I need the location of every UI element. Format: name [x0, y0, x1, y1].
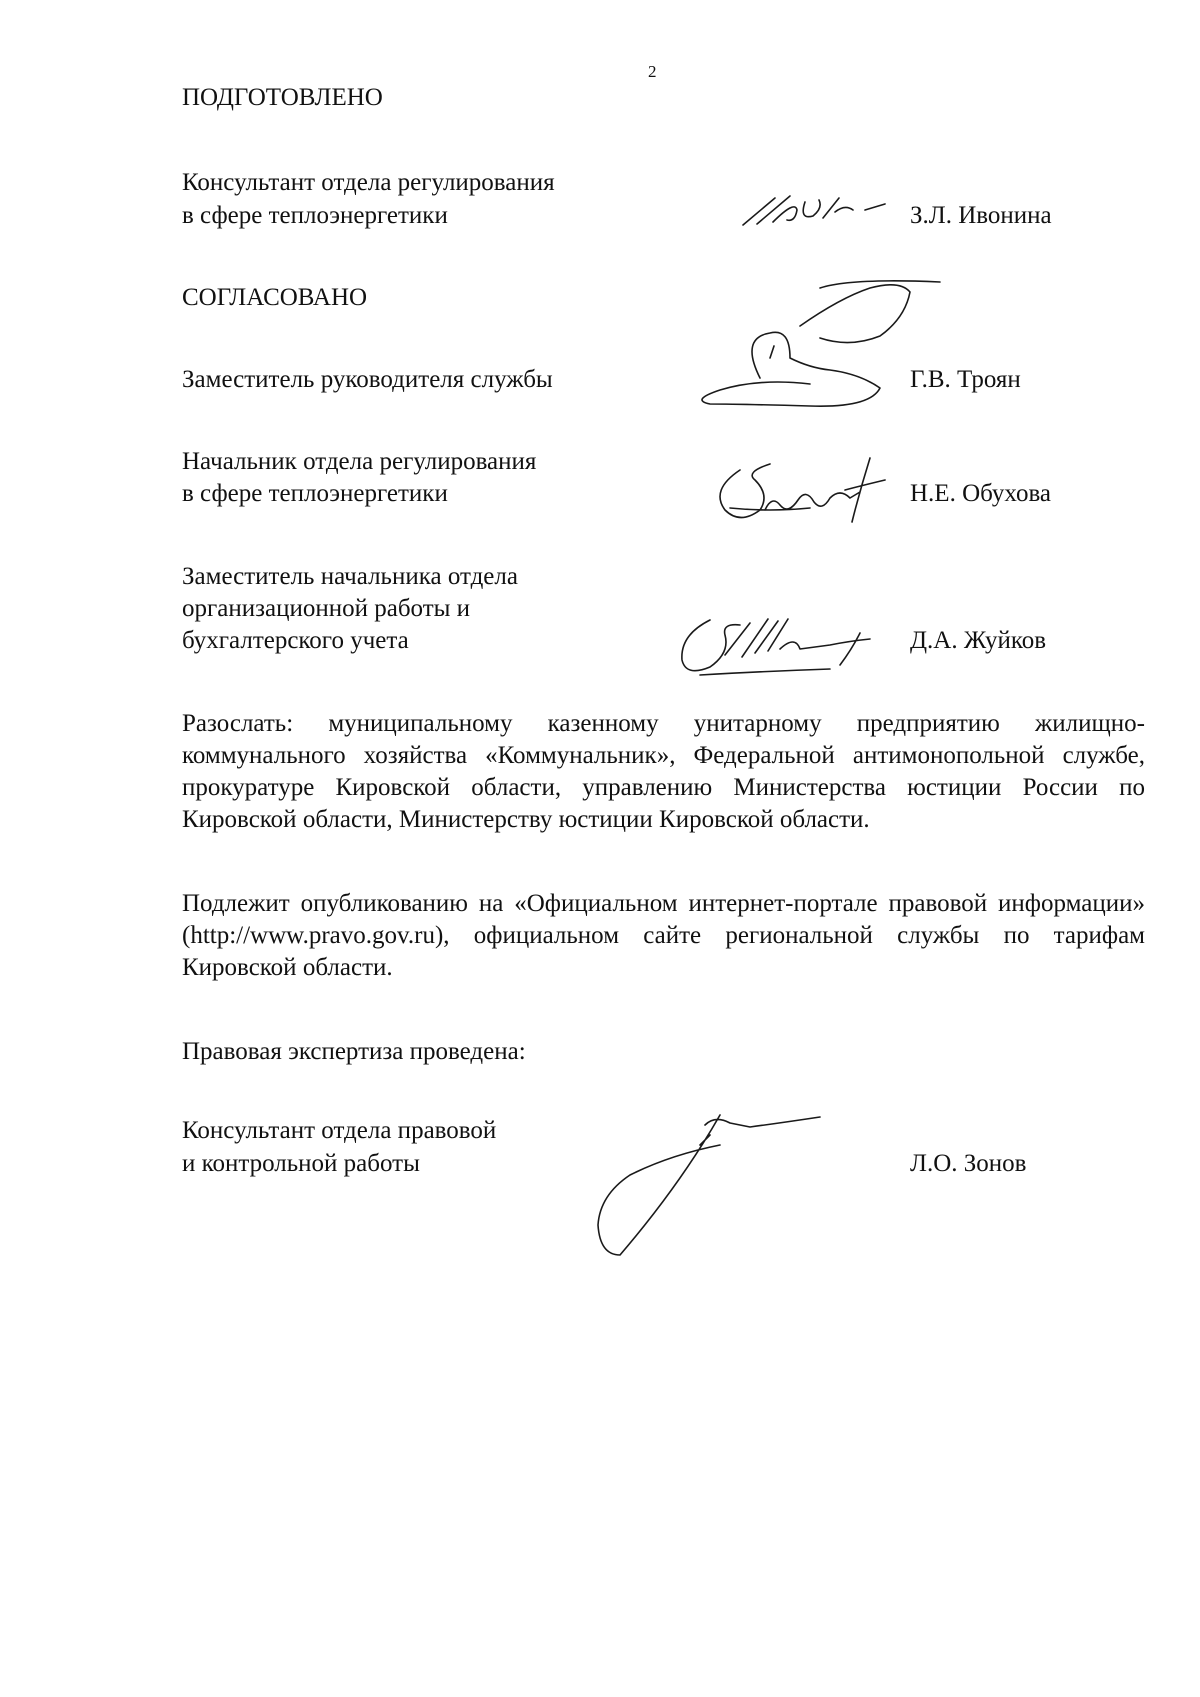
- distribution-paragraph: Разослать: муниципальному казенному унитарному предприятию жилищно-коммунального хозяйства «Коммунальник», Федеральной антимонопольной службе, прокуратуре Кировской области, управлению Министерства юстиции России по Кировской области, Министерству юстиции Кировской области.: [182, 710, 1145, 833]
- legal-review-position-line-2: и контрольной работы: [182, 1150, 420, 1177]
- agreed-2-name: Н.Е. Обухова: [910, 480, 1052, 507]
- agreed-heading: СОГЛАСОВАНО: [182, 284, 368, 311]
- prepared-heading: ПОДГОТОВЛЕНО: [182, 84, 383, 111]
- legal-review-position-line-1: Консультант отдела правовой: [182, 1117, 497, 1144]
- agreed-2-position-line-1: Начальник отдела регулирования: [182, 448, 537, 475]
- agreed-2-position-line-2: в сфере теплоэнергетики: [182, 480, 448, 507]
- legal-review-name: Л.О. Зонов: [910, 1150, 1027, 1177]
- prepared-position-line-2: в сфере теплоэнергетики: [182, 202, 448, 229]
- agreed-3-position-line-3: бухгалтерского учета: [182, 627, 409, 654]
- agreed-3-position-line-1: Заместитель начальника отдела: [182, 563, 518, 590]
- legal-review-heading: Правовая экспертиза проведена:: [182, 1038, 526, 1065]
- agreed-3-position-line-2: организационной работы и: [182, 595, 471, 622]
- signature-zhuykov: [670, 605, 910, 685]
- signature-zonov: [590, 1105, 850, 1265]
- prepared-name: З.Л. Ивонина: [910, 202, 1052, 229]
- page-number: 2: [648, 62, 657, 81]
- signature-troyan: [700, 278, 940, 438]
- prepared-position-line-1: Консультант отдела регулирования: [182, 169, 555, 196]
- publication-paragraph: Подлежит опубликованию на «Официальном интернет-портале правовой информации» (http://www.pravo.gov.ru), официальном сайте региональной службы по тарифам Кировской области.: [182, 890, 1145, 981]
- agreed-3-name: Д.А. Жуйков: [910, 627, 1047, 654]
- signature-ivonina: [735, 190, 895, 240]
- signature-obukhova: [710, 450, 910, 530]
- agreed-1-position-line-1: Заместитель руководителя службы: [182, 366, 553, 393]
- agreed-1-name: Г.В. Троян: [910, 366, 1021, 393]
